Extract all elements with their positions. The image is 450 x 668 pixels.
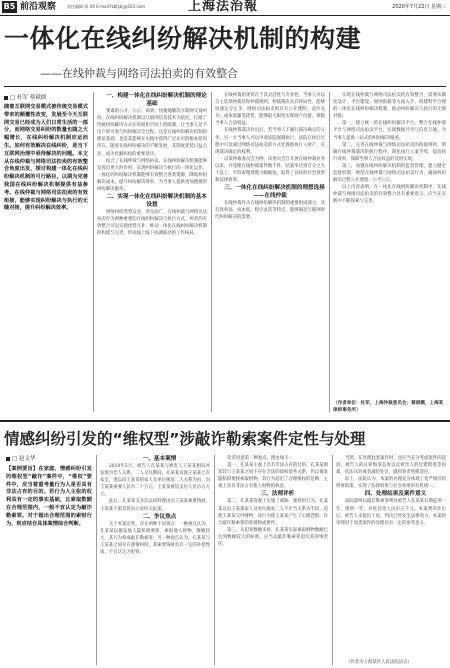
byline-marker-icon: [6, 457, 10, 461]
column-divider: [211, 92, 212, 412]
body-paragraph: 第三，从犯罪数额来看，孔某某实际索取财物数额已达到数额较大的标准，应当以敲诈勒索罪追究其刑事责任。: [218, 527, 328, 548]
article1-column-2: [97, 92, 207, 412]
headline-divider: [4, 86, 446, 87]
section-name: 前沿观察: [20, 2, 57, 12]
body-paragraph: 关于本案定性，存在两种不同观点：一种观点认为，孔某某以揭发他人隐私相要挟，索取他人财物，数额较大，其行为构成敲诈勒索罪；另一种观点认为，孔某某与王某某之间存在感情纠纷，其索要钱财具有一定的补偿性质，不宜认定为犯罪。: [100, 521, 210, 556]
body-paragraph: 笔者同意第一种观点。理由如下：: [227, 456, 293, 461]
column-divider: [96, 455, 97, 665]
column-divider: [214, 455, 215, 665]
issue-date: 2020年7月22日 星期三: [392, 4, 446, 10]
article-separator: [0, 420, 450, 422]
page-number-badge: B5: [3, 2, 16, 11]
body-paragraph: 当然，在处理此类案件时，也应当充分考虑案件的起因、被告人的认罪悔罪态度以及被害人的过错程度等因素，依法从轻或者减轻处罚，做到罪责刑相适应。: [336, 456, 446, 476]
body-paragraph: 法院最终以敲诈勒索罪判处被告人孔某某有期徒刑一年，缓刑一年，并处罚金人民币五千元。本案判决作出后，被告人未提出上诉，判决已经发生法律效力。本案的审理对于同类案件的处理具有一定的参考意义。: [336, 499, 446, 526]
section-heading: 三、一体化在线纠纷解决机制的理想选择——在线仲裁: [224, 185, 325, 200]
article1-lead: 随着互联网交易模式被传统交易模式带来的颠覆性改变，发展至今天互联网交易已经成为人们日常生活的一部分，而网络交易纠纷的数量也随之大幅增长，在线纠纷解决机制应运而生。如何有效解决在线纠纷，是当下互联网治理中亟待解决的问题。本文从在线仲裁与网络司法拍卖的有效整合角度出发，探讨构建一体化在线纠纷解决机制的可行路径，以期为完善我国在线纠纷解决机制提供有益参考。在线仲裁与网络司法拍卖的有效衔接，能够实现纠纷解决与执行的无缝对接，提升纠纷解决效率。: [4, 104, 88, 212]
section-heading: 一、构建一体化在线纠纷解决机制的理论基础: [106, 93, 207, 107]
body-paragraph: 以上内容表明，在一体化在线纠纷解决机制中，在线仲裁与网络司法拍卖的有效整合具有重要意义，应当在实践中不断探索与完善。: [333, 185, 446, 205]
article2-column-4: [336, 455, 446, 657]
masthead: [0, 0, 450, 16]
article1-byline-text: □ 杜军 蔡斌儒: [10, 95, 47, 101]
section-heading: 四、处理结果及案件意义: [364, 491, 427, 498]
body-paragraph: 第三，加强在线纠纷解决机制的监督管理。建立健全监督机制，规范在线仲裁与网络司法拍卖行为，确保纠纷解决过程公开透明、公平公正。: [333, 163, 446, 184]
body-paragraph: 结合了在线仲裁与网络拍卖，在线纠纷解决机制能够发挥出更大的作用，实现纠纷解决与执行的一体化运作。一体化的纠纷解决机制能够有效整合各类资源，降低纠纷解决成本，提升纠纷解决效率，为当事人提供更加便捷的纠纷解决服务。: [97, 158, 207, 193]
body-paragraph: 在线仲裁作为在线纠纷解决机制的重要组成部分，具有效率高、成本低、程序灵活等特点，能够满足互联网时代纠纷解决的需要。: [215, 201, 325, 221]
article2-lead: 【案例要旨】在家庭、情感纠纷引发的维权型“敲诈”案件中，“维权”要件中，应当着重考量行为人是否具有非法占有的目的。若行为人主张的权利具有一定的事实基础，且索取数额在合理范围内，一般不宜认定为敲诈勒索罪。对于超出合理范围的索财行为，则应结合具体案情综合判断。: [6, 466, 92, 527]
column-divider: [329, 92, 330, 412]
article2-byline: [6, 455, 35, 463]
section-heading: 二、实现一体化在线纠纷解决机制的基本设想: [106, 194, 207, 209]
body-paragraph: 2018年5月，被告人孔某某与被害人王某某相识并发展为恋人关系，二人交往期间，孔某某发现王某某已有家室，遂以向王某某的家人及单位揭发二人关系为由，向王某某索要人民币二十万元。王某某被迫支付人民币五万元。: [100, 464, 210, 498]
article2-byline-text: □ 赵文华: [12, 456, 36, 462]
article1-column-4: [333, 92, 446, 398]
article1-subhead: ——在线仲裁与网络司法拍卖的有效整合: [40, 67, 238, 80]
article1-column-3: [215, 92, 325, 412]
article1-byline: [4, 94, 46, 102]
body-paragraph: 第二，孔某某客观上实施了威胁、要挟的行为。孔某某以向王某某家人及单位揭发二人不正当关系为手段，迫使王某某交付财物，该行为使王某某产生了心理恐惧，符合敲诈勒索罪的客观构成要件。: [218, 499, 328, 526]
newspaper-logo: 上海法治報: [188, 0, 259, 14]
body-paragraph: 在线仲裁的优势在于其灵活性与专业性，当事人可以自主选择仲裁员和仲裁规则，仲裁裁决具有终局性，能够快速定分止争。网络司法拍卖则具有公开透明、竞价充分、成本低廉等优势，能够最大限度实现财产价值，保障当事人合法权益。: [215, 93, 325, 127]
column-divider: [332, 455, 333, 665]
article2-author-note: （作者为上海某区人民法院法官）: [346, 660, 412, 665]
body-paragraph: 在线仲裁裁决作出后，若当事人不履行裁决确定的义务，另一方当事人可以申请法院强制执行，法院在执行过程中可以通过网络司法拍卖的方式处置被执行人财产，实现裁决确定的权利。: [215, 128, 325, 155]
body-paragraph: 第一，孔某某主观上具有非法占有的目的。孔某某明知其与王某某之间不存在合法的债权债务关系，仍以揭发隐私相要挟索取财物，其行为超出了合理维权的范畴，主观上具有非法占有他人财物的故意。: [218, 463, 328, 490]
article1-headline: 一体化在线纠纷解决机制的构建: [4, 24, 362, 53]
body-paragraph: 网络纠纷类型众多，涉及面广，在线仲裁与网络司法拍卖作为两种重要的在线纠纷解决与执行方式，两者的有效整合可以实现优势互补，推动一体化在线纠纷解决机制的构建与完善，形成线上线下协调联动的工作格局。: [97, 210, 207, 237]
section-heading: 三、法理评析: [260, 491, 295, 498]
body-paragraph: 综上，法院认为，本案的处理充分体现了宽严相济的刑事政策，实现了法律效果与社会效果的有机统一。: [336, 477, 446, 490]
byline-marker-icon: [4, 96, 8, 100]
body-paragraph: 第一，建立统一的在线纠纷解决平台。整合在线仲裁平台与网络司法拍卖平台，实现数据共享与信息互通，为当事人提供一站式的纠纷解决服务。: [333, 121, 446, 141]
article2-headline: 情感纠纷引发的“维权型”涉敲诈勒索案件定性与处理: [4, 430, 366, 448]
article1-author-unit: （作者单位：杜军，上海仲裁委员会；蔡斌儒，上海某律师事务所）: [333, 401, 444, 413]
body-paragraph: 以某仲裁委员会为例，该委员会自开展在线仲裁业务以来，共受理在线仲裁案件数千件，结案率达到百分之九十以上，平均审理周期大幅缩短，取得了良好的社会效果和法律效果。: [215, 156, 325, 184]
body-paragraph: 要素的公开、公正、高效、快捷地解决互联网交易纠纷，在线纠纷解决机制以互联网信息技术为依托，打破了传统纠纷解决方式在时间和空间上的限制，让当事人足不出户即可参与纠纷解决全过程。这是在线纠纷解决机制的理论基础，也是其能够在实践中获得广泛认可的根本原因所在。随着在线纠纷解决的不断发展，其制度优势日益凸显，成为化解纠纷的重要途径。: [97, 109, 207, 157]
body-paragraph: 第二，完善在线仲裁与网络司法拍卖的衔接规则。明确在线仲裁裁决的执行程序，简化执行立案手续，提高执行效率，保障当事人合法权益的及时实现。: [333, 142, 446, 162]
body-paragraph: 此后，孔某某又多次以同样理由向王某某索要钱财，王某某不堪其扰向公安机关报案。: [100, 499, 210, 512]
column-divider: [93, 92, 94, 412]
section-heading: 一、基本案情: [142, 456, 177, 462]
article2-column-2: [100, 455, 210, 665]
article2-column-3: [218, 455, 328, 665]
body-paragraph: 实现在线仲裁与网络司法拍卖的有效整合，需要从制度设计、平台建设、规则衔接等方面入手，构建科学合理的一体化在线纠纷解决机制，推动纠纷解决与执行的无缝对接。: [333, 93, 446, 120]
section-heading: 二、争议焦点: [142, 513, 177, 520]
editor-contact: 责任编辑 郭 XX E-mail:fzbfybj@163.com: [67, 4, 146, 9]
